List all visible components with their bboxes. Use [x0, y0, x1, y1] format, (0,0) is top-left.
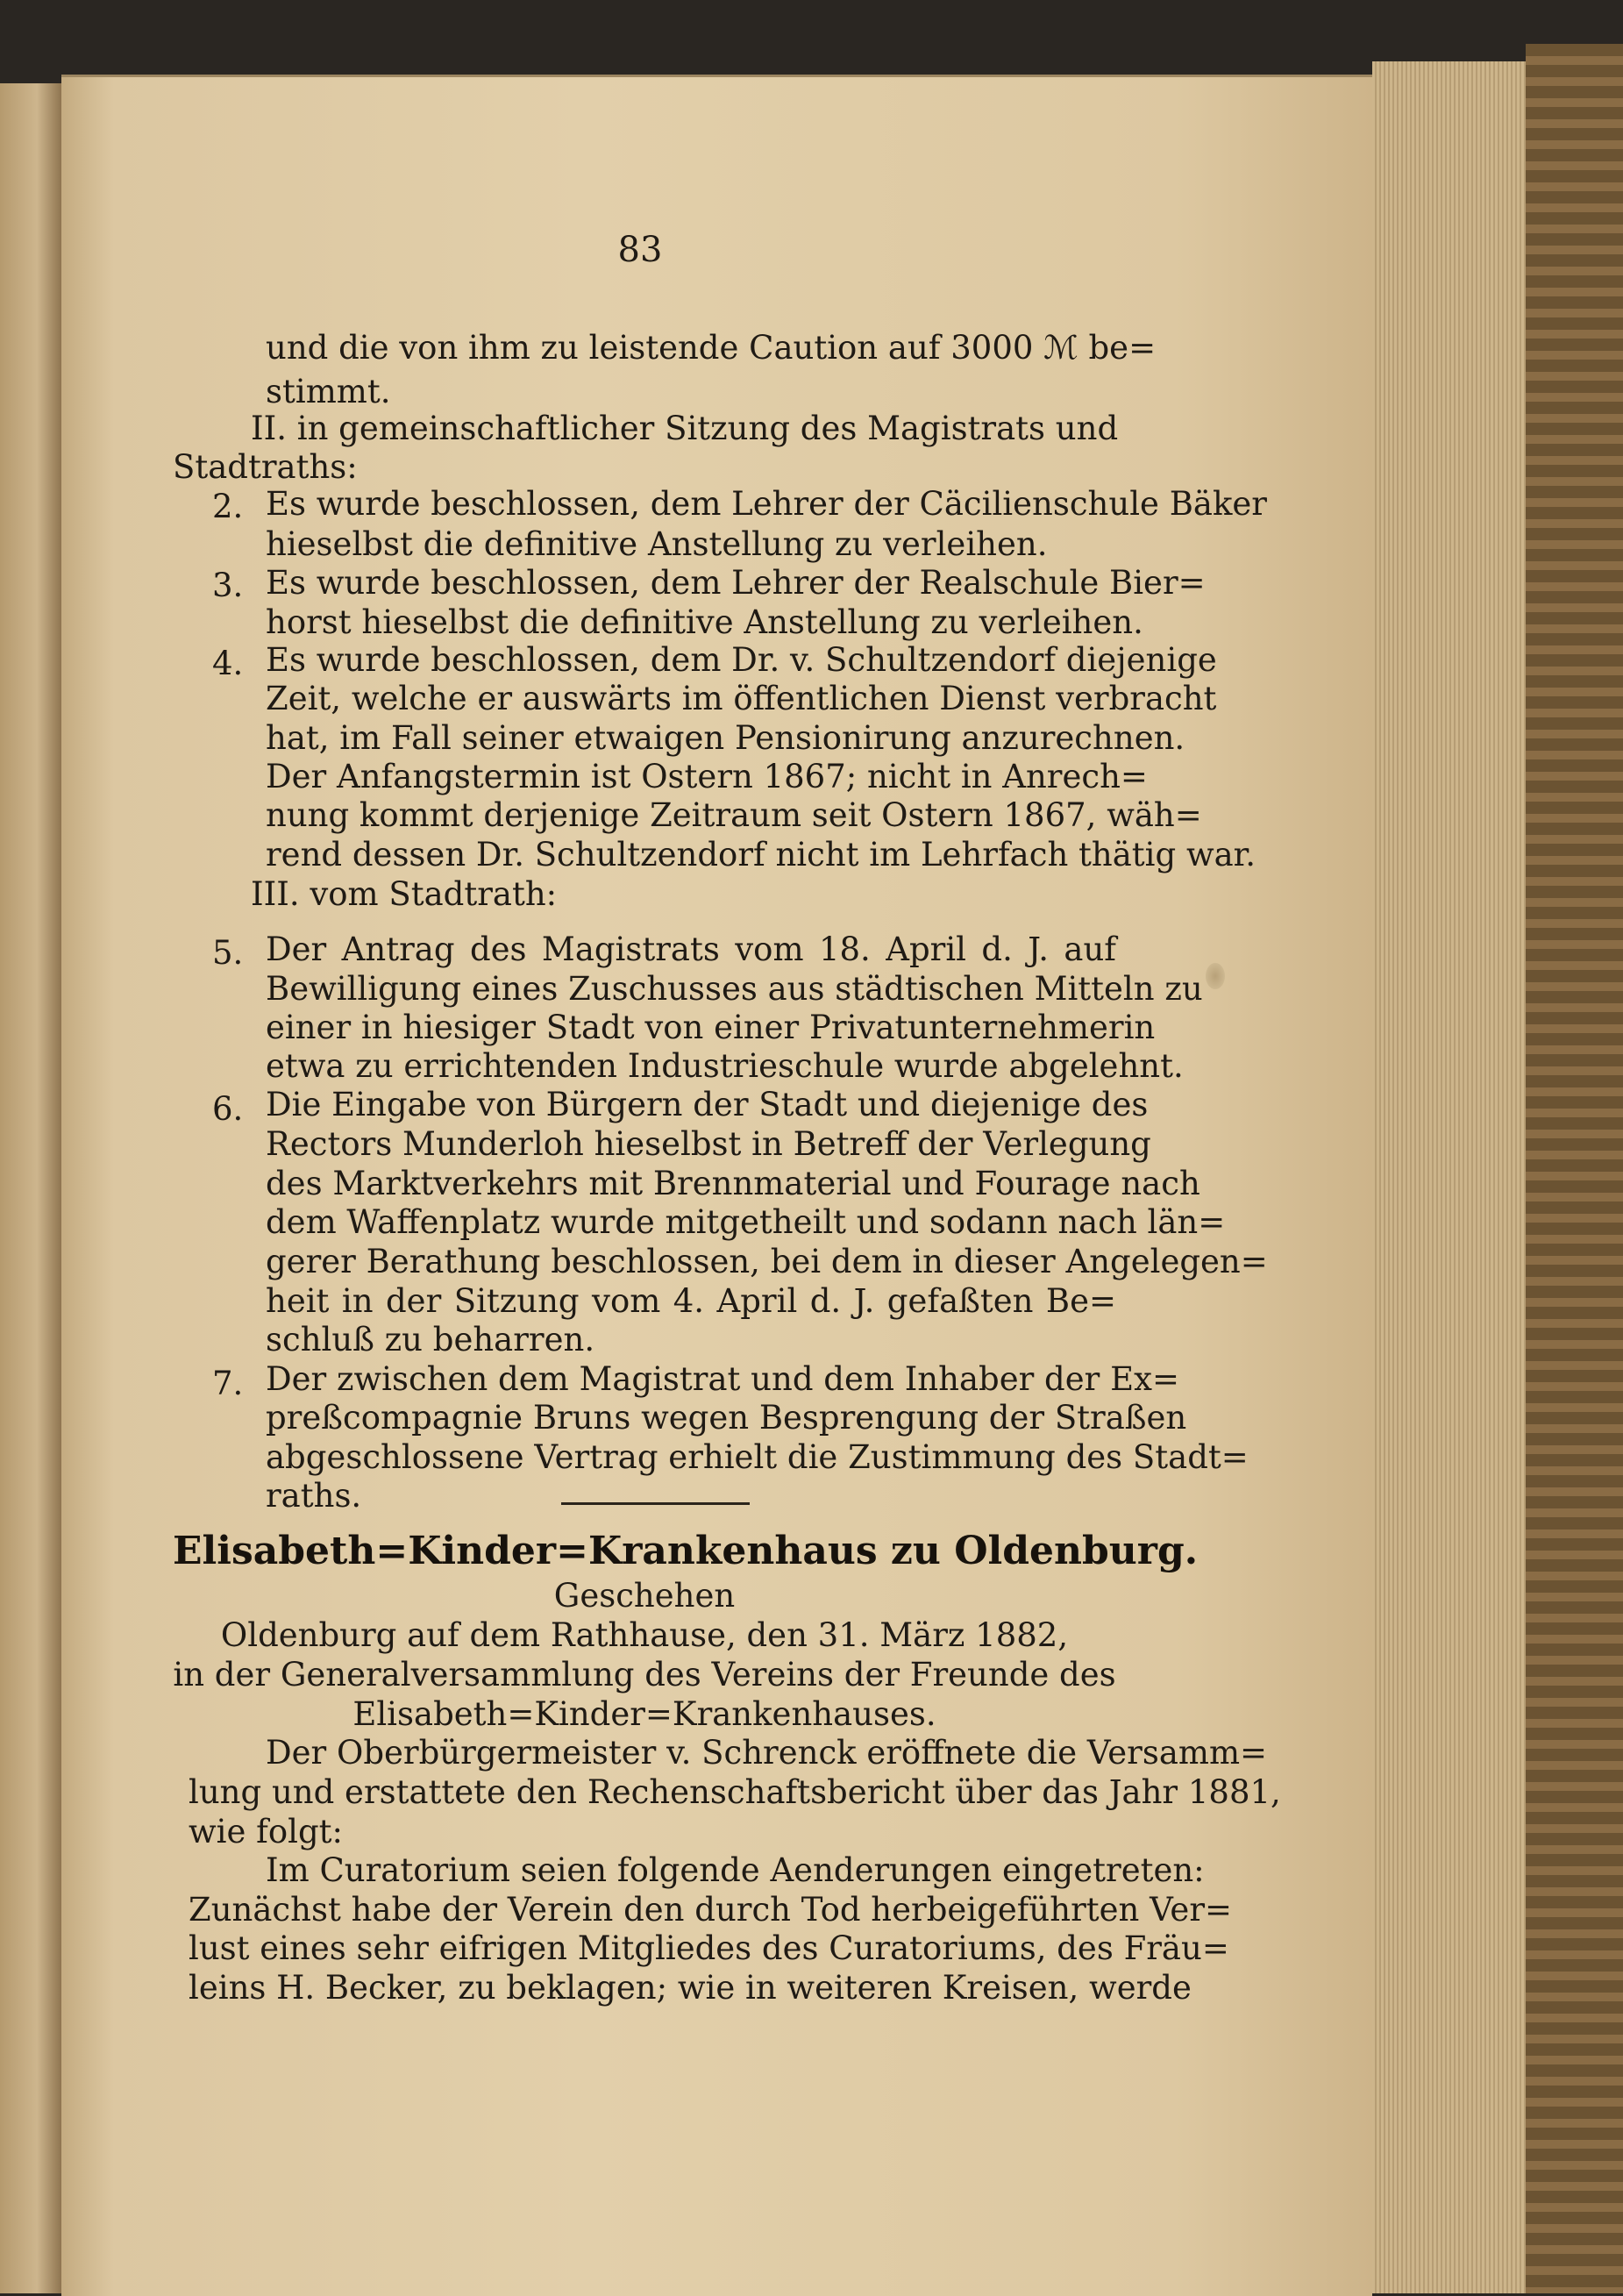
text-line: raths. [266, 1477, 362, 1515]
text-line: Zeit, welche er auswärts im öffentlichen Dienst verbracht [266, 680, 1217, 717]
text-line: und die von ihm zu leistende Caution auf 3000 ℳ be= [266, 329, 1157, 367]
text-line: wie folgt: [189, 1813, 343, 1850]
section-heading: Elisabeth=Kinder=Krankenhaus zu Oldenburg. [173, 1529, 1199, 1573]
text-line: hat, im Fall seiner etwaigen Pensionirung anzurechnen. [266, 719, 1185, 757]
text-line: Zunächst habe der Verein den durch Tod herbeigeführten Ver= [189, 1891, 1233, 1929]
text-line: in der Generalversammlung des Vereins der Freunde des [173, 1656, 1116, 1693]
item-number: 5. [212, 934, 244, 972]
text-line: einer in hiesiger Stadt von einer Privatunternehmerin [266, 1009, 1156, 1046]
text-line: lung und erstattete den Rechenschaftsbericht über das Jahr 1881, [189, 1773, 1281, 1811]
book-cover-spine [1526, 44, 1623, 2293]
text-line: III. vom Stadtrath: [251, 875, 558, 913]
text-line: Der Oberbürgermeister v. Schrenck eröffnete die Versamm= [266, 1734, 1268, 1772]
item-number: 7. [212, 1365, 244, 1402]
text-line: etwa zu errichtenden Industrieschule wurde abgelehnt. [266, 1047, 1184, 1085]
left-page-edge [0, 83, 61, 2293]
text-line: horst hieselbst die definitive Anstellung zu verleihen. [266, 603, 1143, 641]
text-line: gerer Berathung beschlossen, bei dem in dieser Angelegen= [266, 1243, 1268, 1280]
text-line: Es wurde beschlossen, dem Dr. v. Schultzendorf diejenige [266, 641, 1217, 679]
text-line: Stadtraths: [173, 448, 358, 486]
page-number: 83 [617, 230, 663, 270]
item-number: 6. [212, 1090, 244, 1128]
page-edges [1372, 61, 1526, 2293]
text-line: rend dessen Dr. Schultzendorf nicht im Lehrfach thätig war. [266, 836, 1256, 873]
text-line: preßcompagnie Bruns wegen Besprengung der Straßen [266, 1399, 1187, 1437]
text-line: Im Curatorium seien folgende Aenderungen eingetreten: [266, 1851, 1205, 1889]
text-line: Der Anfangstermin ist Ostern 1867; nicht in Anrech= [266, 758, 1148, 795]
text-line: Bewilligung eines Zuschusses aus städtischen Mitteln zu [266, 970, 1203, 1008]
text-line: Der zwischen dem Magistrat und dem Inhaber der Ex= [266, 1360, 1179, 1398]
text-line: Es wurde beschlossen, dem Lehrer der Cäcilienschule Bäker [266, 485, 1267, 523]
item-number: 2. [212, 488, 244, 525]
text-line: heit in der Sitzung vom 4. April d. J. gefaßten Be= [266, 1282, 1116, 1320]
text-line: Geschehen [553, 1577, 736, 1615]
text-line: lust eines sehr eifrigen Mitgliedes des Curatoriums, des Fräu= [189, 1929, 1229, 1967]
text-line: Die Eingabe von Bürgern der Stadt und diejenige des [266, 1086, 1149, 1123]
text-line: abgeschlossene Vertrag erhielt die Zustimmung des Stadt= [266, 1438, 1249, 1476]
text-line: nung kommt derjenige Zeitraum seit Ostern 1867, wäh= [266, 796, 1202, 834]
text-line: Rectors Munderloh hieselbst in Betreff der Verlegung [266, 1125, 1151, 1163]
text-line: Elisabeth=Kinder=Krankenhauses. [352, 1695, 936, 1733]
item-number: 3. [212, 567, 244, 604]
text-line: dem Waffenplatz wurde mitgetheilt und sodann nach län= [266, 1203, 1226, 1241]
text-line: II. in gemeinschaftlicher Sitzung des Magistrats und [251, 410, 1119, 447]
text-line: Es wurde beschlossen, dem Lehrer der Realschule Bier= [266, 564, 1206, 602]
section-divider [561, 1502, 750, 1505]
text-line: Der Antrag des Magistrats vom 18. April d. J. auf [266, 931, 1116, 968]
text-line: leins H. Becker, zu beklagen; wie in weiteren Kreisen, werde [189, 1969, 1192, 2007]
text-line: des Marktverkehrs mit Brennmaterial und Fourage nach [266, 1165, 1200, 1202]
text-line: stimmt. [266, 373, 391, 410]
item-number: 4. [212, 645, 244, 682]
text-line: hieselbst die definitive Anstellung zu verleihen. [266, 525, 1048, 563]
paper-stain [1206, 963, 1225, 989]
text-line: schluß zu beharren. [266, 1321, 595, 1358]
text-line: Oldenburg auf dem Rathhause, den 31. März 1882, [220, 1616, 1069, 1654]
